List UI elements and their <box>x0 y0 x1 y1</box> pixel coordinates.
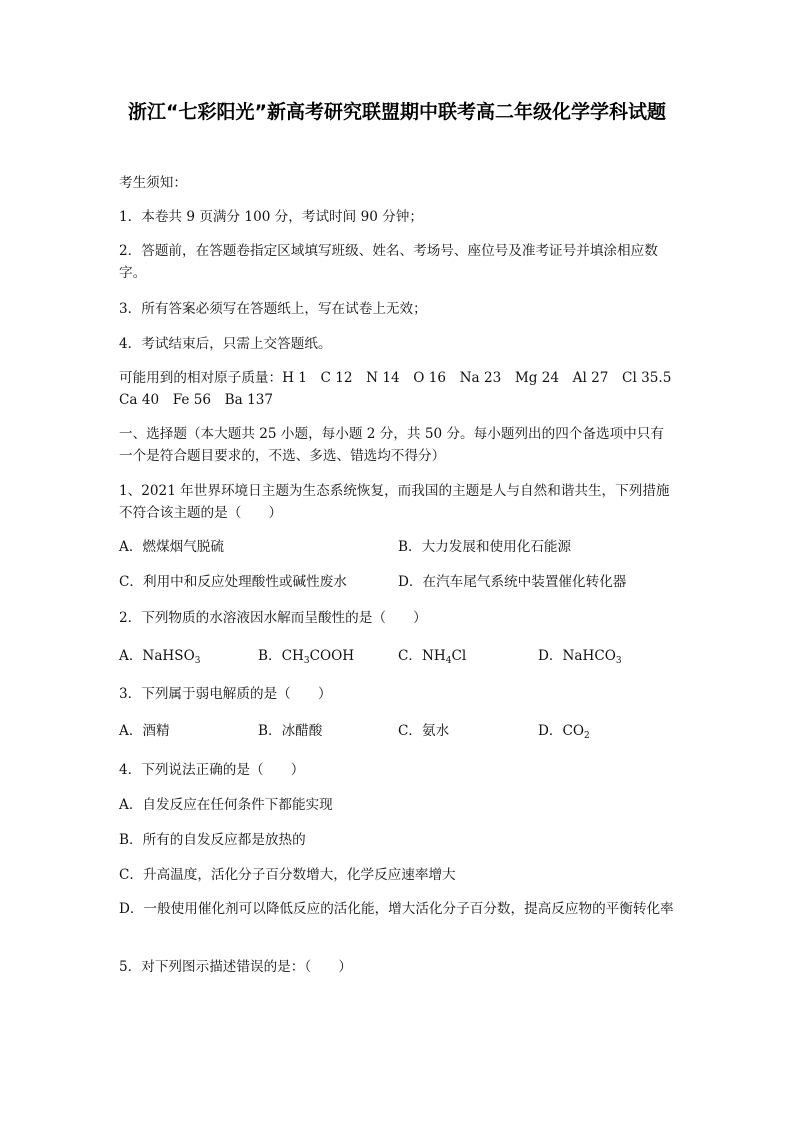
formula-subscript: 3 <box>194 656 201 666</box>
question-4-option-a: A．自发反应在任何条件下都能实现 <box>119 797 333 813</box>
notice-item-1: 1．本卷共 9 页满分 100 分，考试时间 90 分钟； <box>119 209 423 225</box>
question-1-option-a: A．燃煤烟气脱硫 <box>119 539 224 555</box>
option-label: D． <box>538 648 563 664</box>
question-2-option-d <box>538 645 622 667</box>
option-label: A． <box>119 648 143 664</box>
notice-item-4: 4．考试结束后，只需上交答题纸。 <box>119 336 332 352</box>
formula-subscript: 2 <box>584 731 590 741</box>
formula-text: Cl <box>451 648 467 664</box>
question-2-option-a <box>119 645 200 667</box>
formula-subscript: 3 <box>303 656 310 666</box>
question-4-option-d: D．一般使用催化剂可以降低反应的活化能，增大活化分子百分数，提高反应物的平衡转化率 <box>119 901 674 917</box>
question-1-option-d: D．在汽车尾气系统中装置催化转化器 <box>398 574 627 590</box>
formula-subscript: 3 <box>615 656 622 666</box>
notice-heading: 考生须知： <box>119 175 187 191</box>
atomic-mass-list: 可能用到的相对原子质量：H 1 C 12 N 14 O 16 Na 23 Mg 24 Al 27 Cl 35.5 Ca 40 Fe 56 Ba 137 <box>119 370 685 408</box>
question-3-option-d <box>538 720 590 742</box>
option-label: C． <box>398 648 422 664</box>
exam-title: 浙江“七彩阳光”新高考研究联盟期中联考高二年级化学学科试题 <box>128 101 666 123</box>
question-4-option-c: C．升高温度，活化分子百分数增大，化学反应速率增大 <box>119 867 456 883</box>
formula-text: CH <box>281 648 304 664</box>
formula-subscript: 4 <box>445 656 452 666</box>
section-1-heading: 一、选择题（本大题共 25 小题，每小题 2 分，共 50 分。每小题列出的四个备选项中只有一个是符合题目要求的，不选、多选、错选均不得分） <box>119 426 664 464</box>
question-2-stem: 2．下列物质的水溶液因水解而呈酸性的是（ ） <box>119 610 427 626</box>
question-1-stem: 1、2021 年世界环境日主题为生态系统恢复，而我国的主题是人与自然和谐共生，下列措施不符合该主题的是（ ） <box>119 483 670 521</box>
question-5-stem: 5．对下列图示描述错误的是：（ ） <box>119 959 352 975</box>
question-3-option-b: B．冰醋酸 <box>258 723 323 739</box>
question-1-option-b: B．大力发展和使用化石能源 <box>398 539 572 555</box>
option-label: D． <box>538 723 563 739</box>
notice-item-2: 2．答题前，在答题卷指定区域填写班级、姓名、考场号、座位号及准考证号并填涂相应数字。 <box>119 243 658 281</box>
question-1-option-c: C．利用中和反应处理酸性或碱性废水 <box>119 574 347 590</box>
question-3-stem: 3．下列属于弱电解质的是（ ） <box>119 686 332 702</box>
question-3-option-a: A．酒精 <box>119 723 170 739</box>
formula-text: NaHCO <box>562 648 616 664</box>
formula-text: NH <box>422 648 446 664</box>
option-label: B． <box>258 648 282 664</box>
question-2-option-b <box>258 645 354 667</box>
formula-text: CO <box>562 723 585 739</box>
question-3-option-c: C．氨水 <box>398 723 450 739</box>
question-4-stem: 4．下列说法正确的是（ ） <box>119 762 305 778</box>
question-4-option-b: B．所有的自发反应都是放热的 <box>119 832 306 848</box>
formula-text: COOH <box>309 648 355 664</box>
formula-text: NaHSO <box>142 648 195 664</box>
notice-item-3: 3．所有答案必须写在答题纸上，写在试卷上无效； <box>119 301 427 317</box>
question-2-option-c <box>398 645 466 667</box>
